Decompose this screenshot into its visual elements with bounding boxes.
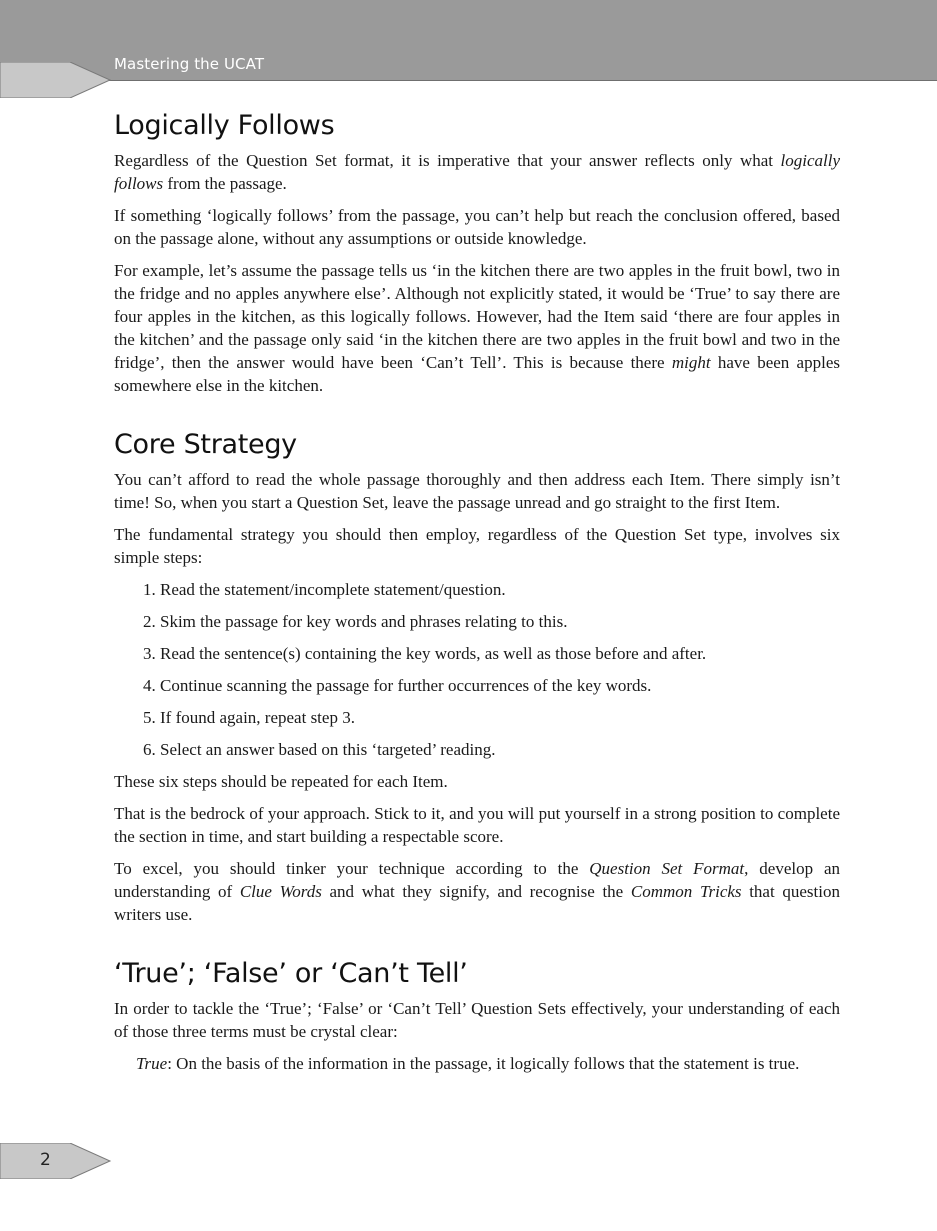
paragraph: In order to tackle the ‘True’; ‘False’ or ‘Can’t Tell’ Question Sets effectively, your understanding of each of those three terms must be crystal clear: <box>114 999 840 1041</box>
paragraph: These six steps should be repeated for each Item. <box>114 772 448 791</box>
list-item: 5. If found again, repeat step 3. <box>160 706 840 729</box>
list-item: 1. Read the statement/incomplete statement/question. <box>160 578 840 601</box>
paragraph: If something ‘logically follows’ from the passage, you can’t help but reach the conclusion offered, based on the passage alone, without any assumptions or outside knowledge. <box>114 206 840 248</box>
steps-list <box>114 578 840 761</box>
paragraph: The fundamental strategy you should then employ, regardless of the Question Set type, involves six simple steps: <box>114 525 840 567</box>
heading-logically-follows: Logically Follows <box>114 110 335 141</box>
paragraph: That is the bedrock of your approach. Stick to it, and you will put yourself in a strong position to complete the section in time, and start building a respectable score. <box>114 804 840 846</box>
heading-core-strategy: Core Strategy <box>114 429 297 460</box>
header-tab-shape <box>0 62 112 98</box>
page-content <box>114 110 840 1075</box>
paragraph: You can’t afford to read the whole passage thoroughly and then address each Item. There simply isn’t time! So, when you start a Question Set, leave the passage unread and go straight to the first Item. <box>114 470 840 512</box>
paragraph: Regardless of the Question Set format, it is imperative that your answer reflects only what logically follows from the passage. <box>114 151 840 193</box>
heading-true-false-cant-tell: ‘True’; ‘False’ or ‘Can’t Tell’ <box>114 958 468 989</box>
paragraph: For example, let’s assume the passage tells us ‘in the kitchen there are two apples in the fruit bowl, two in the fridge and no apples anywhere else’. Although not explicitly stated, it would be ‘True’ to say there are four apples in the kitchen, as this logically follows. However, had the Item said ‘there are four apples in the kitchen’ and the passage only said ‘in the kitchen there are two apples in the fruit bowl and two in the fridge’, then the answer would have been ‘Can’t Tell’. This is because there might have been apples somewhere else in the kitchen. <box>114 261 840 395</box>
paragraph: To excel, you should tinker your technique according to the Question Set Format, develop an understanding of Clue Words and what they signify, and recognise the Common Tricks that question writers use. <box>114 859 841 924</box>
page-number: 2 <box>40 1150 51 1170</box>
list-item: 6. Select an answer based on this ‘targeted’ reading. <box>160 738 840 761</box>
list-item: 2. Skim the passage for key words and phrases relating to this. <box>160 610 840 633</box>
list-item: 3. Read the sentence(s) containing the key words, as well as those before and after. <box>160 642 840 665</box>
definition-true: True: On the basis of the information in the passage, it logically follows that the statement is true. <box>136 1054 800 1073</box>
list-item: 4. Continue scanning the passage for further occurrences of the key words. <box>160 674 840 697</box>
footer-tab-shape <box>0 1143 112 1179</box>
running-title: Mastering the UCAT <box>114 55 265 73</box>
